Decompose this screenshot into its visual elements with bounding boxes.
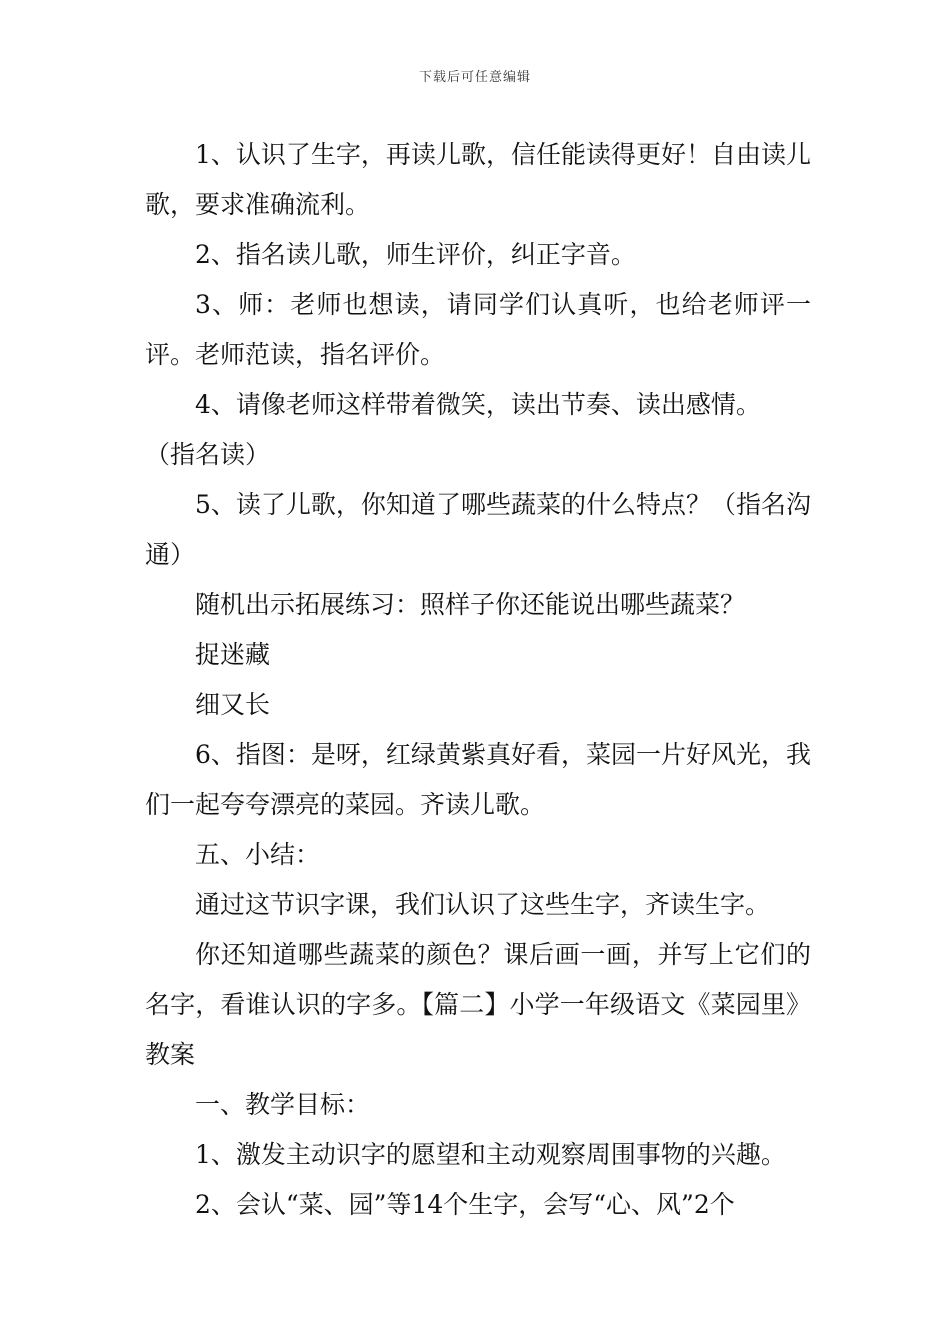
paragraph-10: 6、指图：是呀，红绿黄紫真好看，菜园一片好风光，我们一起夸夸漂亮的菜园。齐读儿歌。 [145, 740, 811, 819]
paragraph-6: 5、读了儿歌，你知道了哪些蔬菜的什么特点？（指名沟通） [145, 490, 811, 569]
paragraph-13: 你还知道哪些蔬菜的颜色？课后画一画，并写上它们的名字，看谁认识的字多。【篇二】小学一年级语文《菜园里》教案 [145, 940, 811, 1069]
paragraph-4: 4、请像老师这样带着微笑，读出节奏、读出感情。 [195, 390, 761, 419]
page-header: 下载后可任意编辑 [418, 70, 531, 85]
document-body [145, 130, 811, 1230]
paragraph-2: 2、指名读儿歌，师生评价，纠正字音。 [195, 240, 636, 269]
paragraph-11: 五、小结： [195, 840, 321, 869]
paragraph-15: 1、激发主动识字的愿望和主动观察周围事物的兴趣。 [195, 1140, 786, 1169]
paragraph-5: （指名读） [145, 440, 271, 469]
paragraph-3: 3、师：老师也想读，请同学们认真听，也给老师评一评。老师范读，指名评价。 [145, 290, 811, 369]
paragraph-9: 细又长 [195, 690, 271, 719]
paragraph-7: 随机出示拓展练习：照样子你还能说出哪些蔬菜？ [195, 590, 746, 619]
paragraph-14: 一、教学目标： [195, 1090, 371, 1119]
paragraph-12: 通过这节识字课，我们认识了这些生字，齐读生字。 [195, 890, 771, 919]
paragraph-1: 1、认识了生字，再读儿歌，信任能读得更好！自由读儿歌，要求准确流利。 [145, 140, 811, 219]
paragraph-8: 捉迷藏 [195, 640, 271, 669]
paragraph-16: 2、会认“菜、园”等14个生字，会写“心、风”2个 [195, 1190, 735, 1219]
